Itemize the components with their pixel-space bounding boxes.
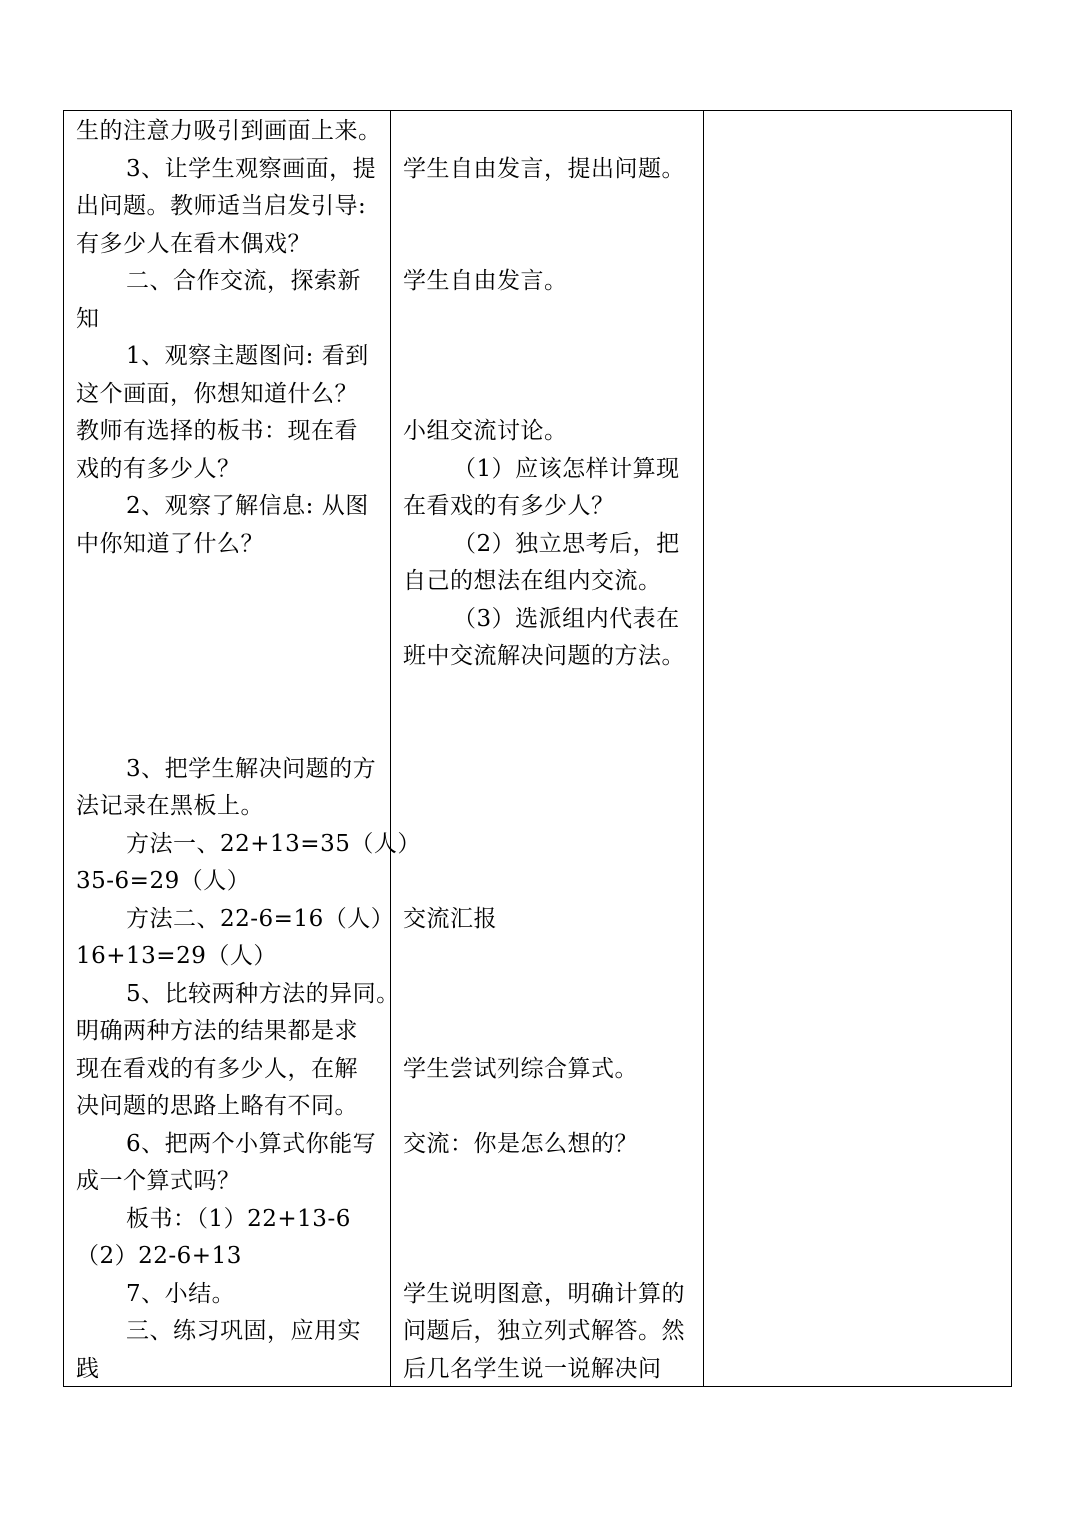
teacher-line: 三、练习巩固，应用实	[126, 1318, 361, 1344]
teacher-line: 5、比较两种方法的异同。	[126, 981, 400, 1007]
student-line: （3）选派组内代表在	[453, 606, 680, 632]
teacher-line: 1、观察主题图问: 看到	[126, 343, 369, 369]
student-line: 问题后，独立列式解答。然	[403, 1318, 685, 1344]
teacher-line: 二、合作交流，探索新	[126, 268, 361, 294]
teacher-line: 2、观察了解信息: 从图	[126, 493, 369, 519]
teacher-line: 明确两种方法的结果都是求	[76, 1018, 358, 1044]
teacher-line: 3、让学生观察画面，提	[126, 156, 377, 182]
teacher-line: 中你知道了什么？	[76, 531, 264, 557]
teacher-line: 教师有选择的板书：现在看	[76, 418, 358, 444]
teacher-line: 践	[76, 1356, 100, 1382]
teacher-line: 决问题的思路上略有不同。	[76, 1093, 358, 1119]
student-line: 自己的想法在组内交流。	[403, 568, 662, 594]
teacher-line: 方法一、22+13=35（人）	[126, 831, 421, 857]
teacher-line: 35-6=29（人）	[76, 868, 251, 894]
teacher-activity-column	[64, 111, 421, 1386]
teacher-line: 7、小结。	[126, 1281, 236, 1307]
teacher-line: 6、把两个小算式你能写	[126, 1131, 377, 1157]
student-line: 学生尝试列综合算式。	[403, 1056, 638, 1082]
student-line: 后几名学生说一说解决问	[403, 1356, 662, 1382]
teacher-line: 戏的有多少人？	[76, 456, 241, 482]
teacher-line: 知	[76, 306, 100, 332]
student-line: 班中交流解决问题的方法。	[403, 643, 685, 669]
student-line: 交流：你是怎么想的？	[403, 1131, 638, 1157]
teacher-line: （2）22-6+13	[76, 1243, 242, 1269]
teacher-line: 成一个算式吗？	[76, 1168, 241, 1194]
teacher-line: 16+13=29（人）	[76, 943, 277, 969]
teacher-line: 出问题。教师适当启发引导:	[76, 193, 367, 219]
student-line: 在看戏的有多少人？	[403, 493, 615, 519]
lesson-plan-table	[63, 110, 1012, 1387]
notes-column	[704, 111, 1011, 1386]
teacher-line: 3、把学生解决问题的方	[126, 756, 377, 782]
student-line: 小组交流讨论。	[403, 418, 568, 444]
teacher-line: 法记录在黑板上。	[76, 793, 264, 819]
teacher-line: 现在看戏的有多少人，在解	[76, 1056, 358, 1082]
teacher-line: 板书：（1）22+13-6	[126, 1206, 351, 1232]
student-line: （2）独立思考后，把	[453, 531, 680, 557]
student-activity-column	[391, 111, 704, 1386]
student-line: 学生说明图意，明确计算的	[403, 1281, 685, 1307]
teacher-line: 有多少人在看木偶戏？	[76, 231, 311, 257]
teacher-line: 这个画面，你想知道什么？	[76, 381, 358, 407]
student-line: 学生自由发言。	[403, 268, 568, 294]
teacher-line: 方法二、22-6=16（人）	[126, 906, 395, 932]
student-line: 交流汇报	[403, 906, 497, 932]
student-line: 学生自由发言，提出问题。	[403, 156, 685, 182]
teacher-line: 生的注意力吸引到画面上来。	[76, 118, 382, 144]
student-line: （1）应该怎样计算现	[453, 456, 680, 482]
